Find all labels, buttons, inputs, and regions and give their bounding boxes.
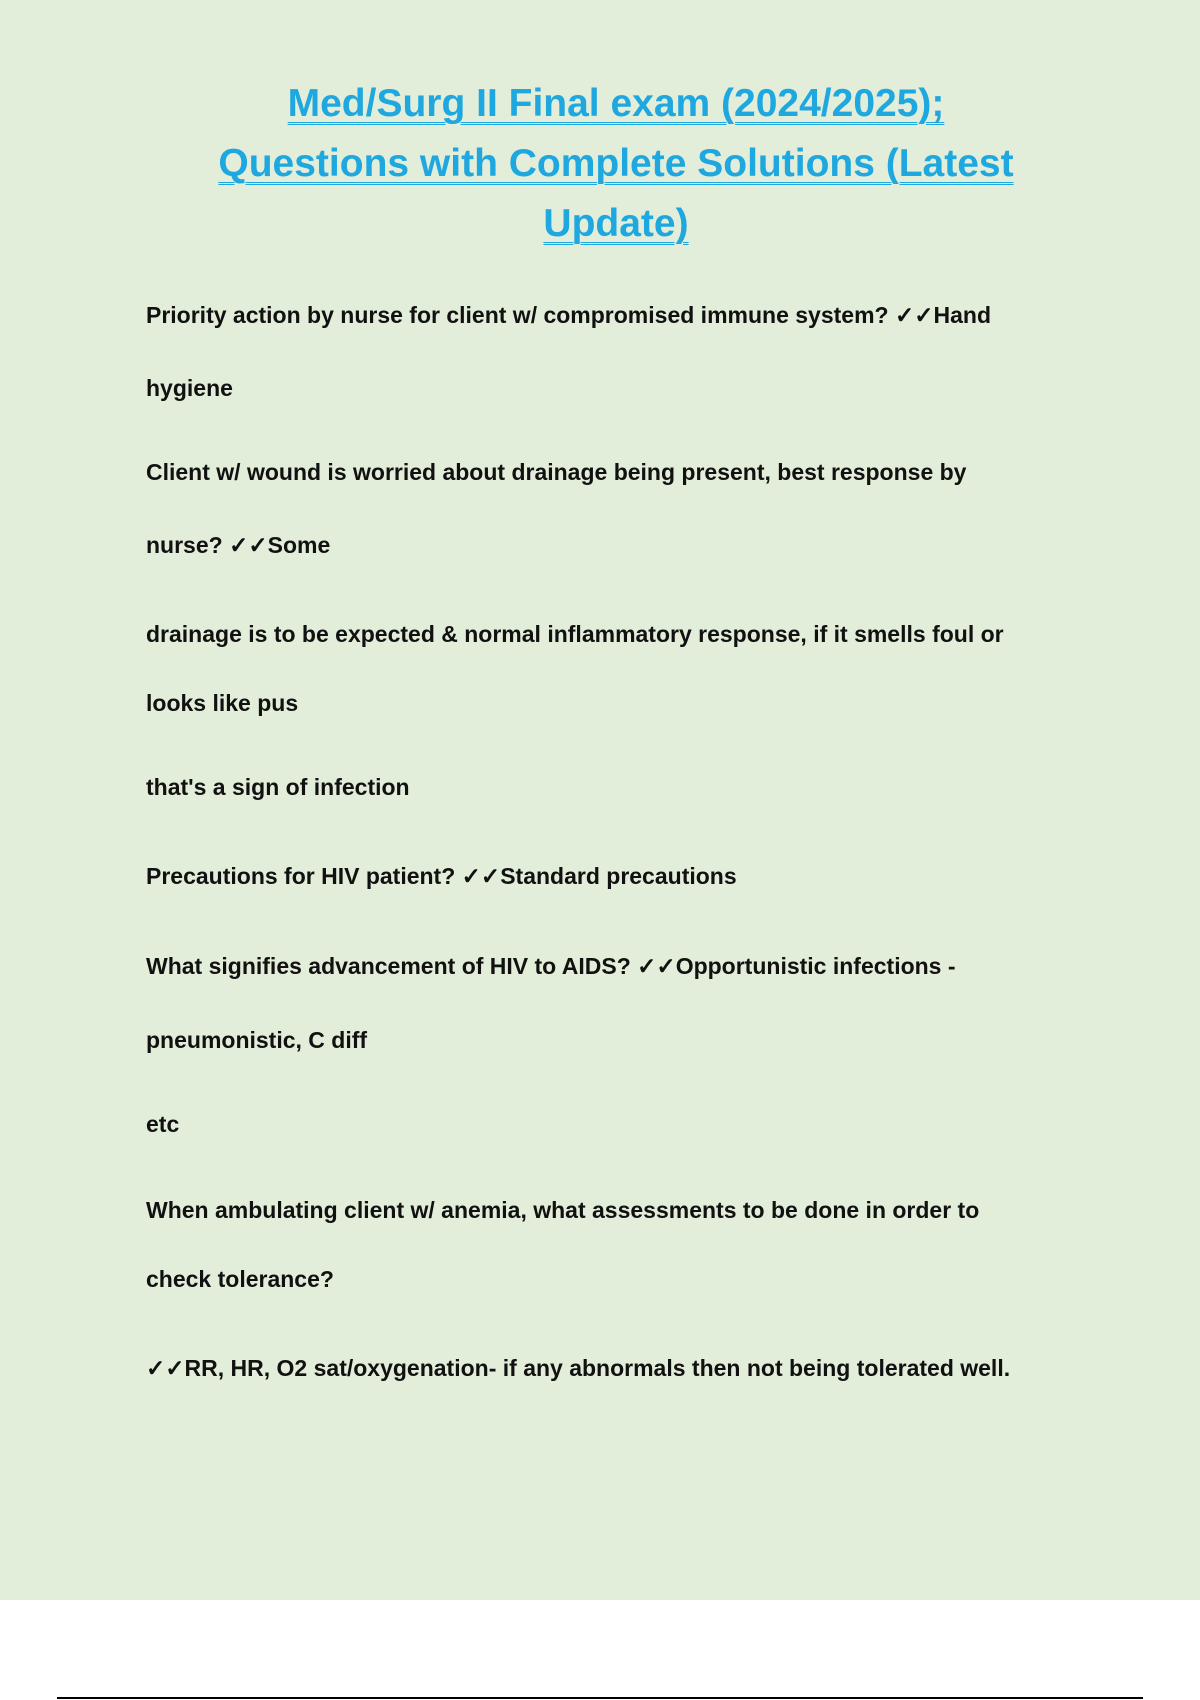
document-title [160, 74, 1072, 254]
question-text: Precautions for HIV patient? ✓✓Standard precautions [146, 863, 737, 889]
footer-divider [57, 1697, 1143, 1699]
title-line: Med/Surg II Final exam (2024/2025); [287, 82, 945, 125]
question-text: check tolerance? [146, 1266, 334, 1292]
answer-text: looks like pus [146, 690, 299, 716]
title-line: Questions with Complete Solutions (Latest [218, 142, 1014, 185]
answer-text: drainage is to be expected & normal inflammatory response, if it smells foul or [146, 621, 1004, 647]
question-text: When ambulating client w/ anemia, what assessments to be done in order to [146, 1197, 980, 1223]
answer-text: ✓✓RR, HR, O2 sat/oxygenation- if any abnormals then not being tolerated well. [146, 1355, 1011, 1381]
answer-text: hygiene [146, 375, 233, 401]
answer-text: nurse? ✓✓Some [146, 532, 331, 558]
answer-text: etc [146, 1111, 180, 1137]
title-line: Update) [543, 202, 689, 245]
question-text: Priority action by nurse for client w/ compromised immune system? ✓✓Hand [146, 302, 992, 328]
question-text: What signifies advancement of HIV to AIDS? ✓✓Opportunistic infections - [146, 953, 956, 979]
answer-text: pneumonistic, C diff [146, 1027, 368, 1053]
answer-text: that's a sign of infection [146, 774, 410, 800]
question-text: Client w/ wound is worried about drainage being present, best response by [146, 459, 967, 485]
